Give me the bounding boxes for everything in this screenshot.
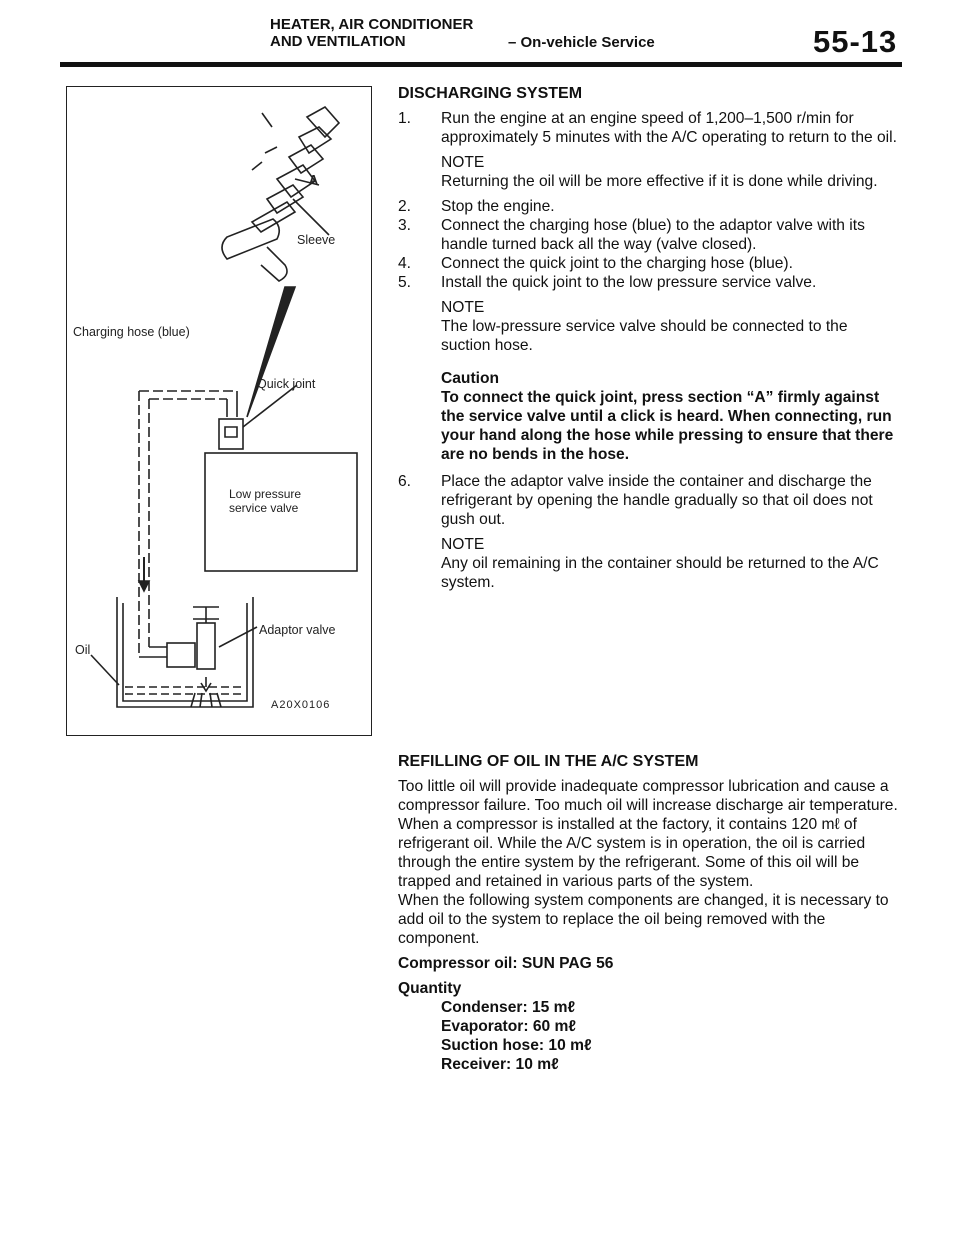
note-label: NOTE xyxy=(441,536,485,553)
refilling-title: REFILLING OF OIL IN THE A/C SYSTEM xyxy=(398,753,699,770)
compressor-oil-spec: Compressor oil: SUN PAG 56 xyxy=(398,955,614,972)
label-lp-valve-2: service valve xyxy=(229,501,299,515)
step-text: Connect the quick joint to the charging hose (blue). xyxy=(441,255,793,272)
quantity-item: Suction hose: 10 mℓ xyxy=(441,1037,592,1054)
section-title: – On-vehicle Service xyxy=(508,34,655,51)
step-number: 1. xyxy=(398,110,412,127)
quick-joint-fitting-icon xyxy=(222,107,339,281)
caution-label: Caution xyxy=(441,370,500,387)
note-label: NOTE xyxy=(441,154,485,171)
label-sleeve: Sleeve xyxy=(297,233,336,247)
step-text: Run the engine at an engine speed of 1,200–1,500 r/min for approximately 5 minutes with the A/C operating to return to the oil. xyxy=(441,110,897,146)
step-1 xyxy=(398,109,898,147)
step-text: Connect the charging hose (blue) to the adaptor valve with its handle turned back all the way (valve closed). xyxy=(441,217,865,253)
step-6 xyxy=(398,472,898,529)
refilling-section xyxy=(398,752,898,1074)
note-text: Returning the oil will be more effective if it is done while driving. xyxy=(441,173,878,190)
step-number: 5. xyxy=(398,274,412,291)
diagram-figure xyxy=(66,86,372,736)
step-number: 3. xyxy=(398,217,412,234)
quantity-item: Receiver: 10 mℓ xyxy=(441,1056,559,1073)
note-label: NOTE xyxy=(441,299,485,316)
label-a: A xyxy=(309,173,319,187)
header-rule xyxy=(60,62,902,67)
page-number: 55-13 xyxy=(813,24,898,59)
chapter-title-line2: AND VENTILATION xyxy=(270,33,406,50)
step-3 xyxy=(398,216,898,254)
caution-text: To connect the quick joint, press section “A” firmly against the service valve until a click is heard. When connecting, run your hand along the hose while pressing to ensure that there are no bends in the hose. xyxy=(441,389,894,463)
discharge-setup-illustration xyxy=(67,87,373,737)
quantity-item: Evaporator: 60 mℓ xyxy=(441,1018,577,1035)
step-5 xyxy=(398,273,898,292)
chapter-title-line1: HEATER, AIR CONDITIONER xyxy=(270,16,474,33)
step-4 xyxy=(398,254,898,273)
label-oil: Oil xyxy=(75,643,91,657)
label-adaptor-valve: Adaptor valve xyxy=(259,623,336,637)
figure-code: A20X0106 xyxy=(271,699,331,711)
refilling-para-1: Too little oil will provide inadequate compressor lubrication and cause a compressor failure. Too much oil will increase discharge air temperature. xyxy=(398,778,898,814)
discharging-section xyxy=(398,84,898,592)
note-text: The low-pressure service valve should be connected to the suction hose. xyxy=(441,318,848,354)
quantity-label: Quantity xyxy=(398,980,462,997)
step-text: Place the adaptor valve inside the container and discharge the refrigerant by opening the handle gradually so that oil does not gush out. xyxy=(441,473,873,528)
label-charging-hose: Charging hose (blue) xyxy=(73,325,190,339)
refilling-para-3: When the following system components are changed, it is necessary to add oil to the system to replace the oil being removed with the component. xyxy=(398,892,889,947)
quantity-item: Condenser: 15 mℓ xyxy=(441,999,576,1016)
label-lp-valve-1: Low pressure xyxy=(229,487,302,501)
step-number: 6. xyxy=(398,473,412,490)
step-2 xyxy=(398,197,898,216)
refilling-para-2: When a compressor is installed at the factory, it contains 120 mℓ of refrigerant oil. While the A/C system is in operation, the oil is carried through the entire system by the refrigerant. Some of this oil will be trapped and retained in various parts of the system. xyxy=(398,816,866,890)
chapter-title xyxy=(270,16,473,50)
step-number: 2. xyxy=(398,198,412,215)
step-number: 4. xyxy=(398,255,412,272)
note-text: Any oil remaining in the container should be returned to the A/C system. xyxy=(441,555,879,591)
discharging-title: DISCHARGING SYSTEM xyxy=(398,85,583,102)
step-text: Install the quick joint to the low pressure service valve. xyxy=(441,274,817,291)
label-quick-joint: Quick joint xyxy=(257,377,316,391)
step-text: Stop the engine. xyxy=(441,198,555,215)
